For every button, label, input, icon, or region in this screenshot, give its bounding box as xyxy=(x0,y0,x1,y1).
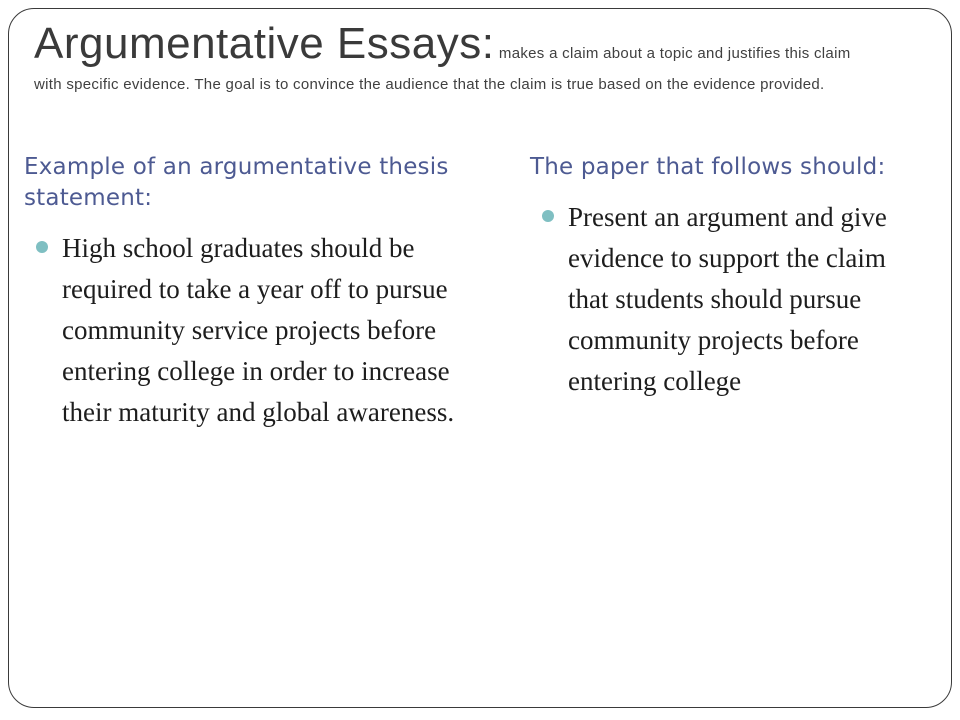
slide-title: Argumentative Essays: xyxy=(34,19,495,68)
title-definition-part-2: with specific evidence. The goal is to convince the audience that the claim is true based on the evidence provided. xyxy=(34,76,825,93)
title-line-1 xyxy=(34,14,934,74)
bullet-text: Present an argument and give evidence to support the claim that students should pursue community projects before entering college xyxy=(568,202,887,396)
bullet-text: High school graduates should be required to take a year off to pursue community service projects before entering college in order to increase their maturity and global awareness. xyxy=(62,233,455,427)
left-column xyxy=(24,152,474,449)
bullet-icon xyxy=(36,241,48,253)
bullet-icon xyxy=(542,210,554,222)
list-item xyxy=(530,197,930,402)
list-item xyxy=(24,228,474,433)
left-column-heading: Example of an argumentative thesis statement: xyxy=(24,154,449,211)
title-definition-part-1: makes a claim about a topic and justifies this claim xyxy=(498,45,851,62)
right-column-heading: The paper that follows should: xyxy=(530,154,886,180)
left-bullet-list xyxy=(24,228,474,433)
right-bullet-list xyxy=(530,197,930,402)
right-column xyxy=(530,152,930,418)
title-block xyxy=(34,14,934,95)
